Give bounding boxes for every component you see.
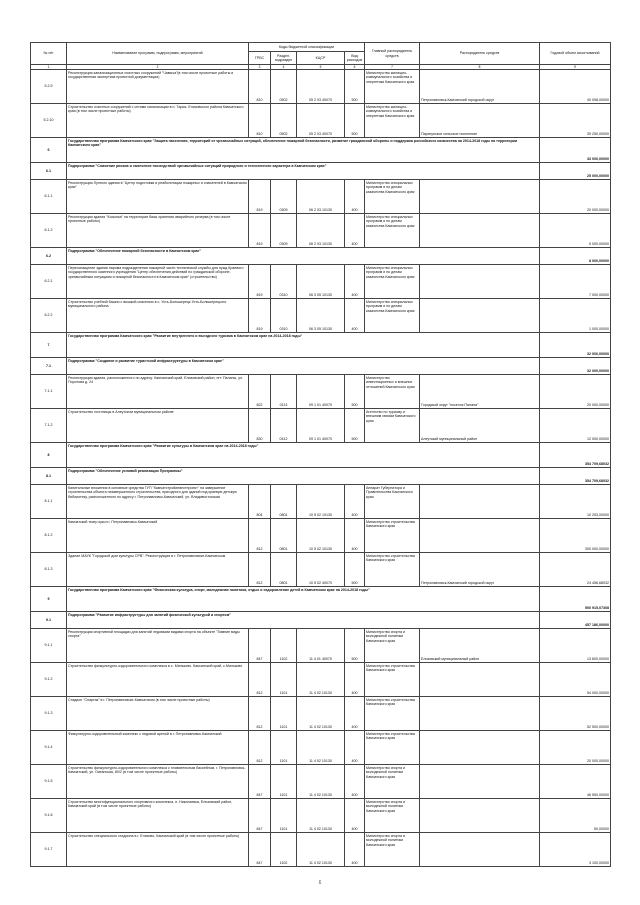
table-row — [31, 697, 611, 731]
row-name: Государственная программа Камчатского края "Развитие внутреннего и въездного туризма в Камчатском крае на 2014-2018 годы" — [67, 333, 540, 358]
cell-expense-type: 500 — [345, 70, 365, 104]
program-row — [31, 443, 611, 468]
cell-grbs: 812 — [249, 553, 271, 587]
row-name: Капитальные вложения в основные средства ГУП "Камчатстройинвестпроект" на завершение строительства объекта незавершенного строительства, пригодного для зданий под краевую детскую библиотеку, расположенного по адресу г. Петропавловск-Камчатский, ул. Владивостокская — [67, 485, 249, 519]
cell-recipient — [420, 697, 540, 731]
subprogram-row — [31, 468, 611, 485]
cell-amount: 32 000,00000 — [540, 358, 611, 375]
table-row — [31, 180, 611, 214]
program-row — [31, 333, 611, 358]
cell-section: 0113 — [271, 375, 297, 409]
cell-main-manager: Министерство специальных программ и по делам казачества Камчатского края — [365, 265, 420, 299]
cell-amount: 52 500,00000 — [540, 697, 611, 731]
cell-main-manager: Министерство специальных программ и по делам казачества Камчатского края — [365, 180, 420, 214]
table-body — [31, 70, 611, 867]
cell-amount: 25 000,00000 — [540, 163, 611, 180]
row-name: Строительство гостиницы в Алеутском муниципальном районе — [67, 409, 249, 443]
row-name: Строительство физкультурно-оздоровительного комплекса с плавательным бассейном, г. Петропавловск-Камчатский, ул. Океанская, 80/2 (в том числе проектные работы) — [67, 765, 249, 799]
cell-section: 0801 — [271, 485, 297, 519]
row-number: 9.1.3 — [31, 697, 67, 731]
row-number: 7.1.1 — [31, 375, 67, 409]
cell-grbs: 804 — [249, 485, 271, 519]
cell-expense-type: 400 — [345, 731, 365, 765]
header-rzpr: Раздел, подраздел — [271, 52, 297, 65]
cell-kcsr: 06 3 05 10130 — [297, 299, 345, 333]
row-name: Строительство физкультурно-оздоровительного комплекса в с. Мильково. Камчатский край, с.Мильково — [67, 663, 249, 697]
cell-main-manager: Министерство специальных программ и по делам казачества Камчатского края — [365, 299, 420, 333]
cell-amount: 20 000,00000 — [540, 180, 611, 214]
table-row — [31, 629, 611, 663]
row-name: Стадион "Спартак" в г. Петропавловске-Камчатском (в том числе проектные работы) — [67, 697, 249, 731]
cell-amount: 13 600,00000 — [540, 629, 611, 663]
table-row — [31, 299, 611, 333]
cell-kcsr: 11 4 02 10130 — [297, 799, 345, 833]
cell-kcsr: 10 5 02 10130 — [297, 485, 345, 519]
cell-expense-type: 500 — [345, 104, 365, 138]
cell-grbs: 847 — [249, 629, 271, 663]
cell-kcsr: 11 4 02 10130 — [297, 697, 345, 731]
cell-main-manager: Министерство спорта и молодежной политики Камчатского края — [365, 799, 420, 833]
row-name: Реконструкция Лунного здания в "Центр подготовки и реабилитации пожарных и спасателей в Камчатском крае" — [67, 180, 249, 214]
cell-main-manager: Министерство строительства Камчатского края — [365, 731, 420, 765]
cell-expense-type: 400 — [345, 519, 365, 553]
cell-grbs: 812 — [249, 731, 271, 765]
cell-section: 0309 — [271, 214, 297, 248]
row-name: Подпрограмма "Обеспечение условий реализации Программы" — [67, 468, 540, 485]
column-index: 8 — [420, 65, 540, 70]
cell-main-manager: Министерство спорта и молодежной политики Камчатского края — [365, 765, 420, 799]
cell-section: 0412 — [271, 409, 297, 443]
row-number: 8 — [31, 443, 67, 468]
column-index: 5 — [297, 65, 345, 70]
cell-amount: 20 000,00000 — [540, 375, 611, 409]
table-row — [31, 214, 611, 248]
cell-grbs: 812 — [249, 519, 271, 553]
row-name: Реконструкция канализационных очистных сооружений "Чавыча"(в том числе проектные работы и государственная экспертиза проектной документации) — [67, 70, 249, 104]
header-main-manager: Главный распорядитель средств — [365, 43, 420, 65]
row-number: 9.1.7 — [31, 833, 67, 867]
column-index: 3 — [249, 65, 271, 70]
row-name: Подпрограмма "Обеспечение пожарной безопасности в Камчатском крае" — [67, 248, 540, 265]
row-name: Государственная программа Камчатского края "Физическая культура, спорт, молодежная политика, отдых и оздоровление детей в Камчатском крае на 2014-2018 годы" — [67, 587, 540, 612]
table-row — [31, 485, 611, 519]
cell-amount: 457 186,00000 — [540, 612, 611, 629]
row-name: Строительство очистных сооружений с сетями канализации в п. Тарья, Елизовского района Камчатского края (в том числе проектные работы) — [67, 104, 249, 138]
cell-grbs: 819 — [249, 214, 271, 248]
cell-expense-type: 500 — [345, 375, 365, 409]
table-row — [31, 799, 611, 833]
cell-recipient — [420, 214, 540, 248]
cell-expense-type: 400 — [345, 765, 365, 799]
cell-section: 0502 — [271, 104, 297, 138]
cell-grbs: 847 — [249, 765, 271, 799]
cell-recipient — [420, 299, 540, 333]
cell-section: 0310 — [271, 299, 297, 333]
row-number: 9.1.5 — [31, 765, 67, 799]
table-row — [31, 833, 611, 867]
table-row — [31, 70, 611, 104]
subprogram-row — [31, 248, 611, 265]
cell-recipient — [420, 833, 540, 867]
column-index: 6 — [345, 65, 365, 70]
row-number: 7 — [31, 333, 67, 358]
row-number: 9.1.6 — [31, 799, 67, 833]
cell-kcsr: 10 5 02 10130 — [297, 519, 345, 553]
cell-main-manager: Министерство строительства Камчатского края — [365, 519, 420, 553]
cell-expense-type: 400 — [345, 799, 365, 833]
cell-section: 0309 — [271, 180, 297, 214]
cell-grbs: 847 — [249, 799, 271, 833]
row-name: Строительство учебной башни с вышкой-спасенью в с. Усть-Большерецк Усть-Большерецкого муниципального района — [67, 299, 249, 333]
row-number: 8.1 — [31, 468, 67, 485]
cell-amount: 354 709,68032 — [540, 468, 611, 485]
cell-recipient: Паратунское сельское поселение — [420, 104, 540, 138]
row-number: 9.1 — [31, 612, 67, 629]
table-header — [31, 43, 611, 70]
cell-amount: 10 253,00000 — [540, 485, 611, 519]
cell-recipient — [420, 180, 540, 214]
cell-amount: 24 456,68032 — [540, 553, 611, 587]
table-row — [31, 553, 611, 587]
cell-grbs: 830 — [249, 409, 271, 443]
row-name: Подпрограмма "Снижение рисков и смягчение последствий чрезвычайных ситуаций природного и техногенного характера в Камчатском крае" — [67, 163, 540, 180]
cell-main-manager: Министерство инвестиционных и внешних отношений Камчатского края — [365, 375, 420, 409]
table-row — [31, 663, 611, 697]
row-number: 7.1 — [31, 358, 67, 375]
row-number: 8.1.2 — [31, 519, 67, 553]
row-name: Реконструкция здания, расположенного по адресу: Камчатский край, Елизовский район, пгт. Паланы, ул. Поротова д. 24 — [67, 375, 249, 409]
cell-section: 1101 — [271, 731, 297, 765]
header-name: Наименование программ, подпрограмм, мероприятий — [67, 43, 249, 65]
page-number: 6 — [318, 880, 322, 886]
table-row — [31, 265, 611, 299]
cell-kcsr: 06 3 05 10130 — [297, 265, 345, 299]
row-number: 6 — [31, 138, 67, 163]
header-recipient: Распорядитель средств — [420, 43, 540, 65]
cell-expense-type: 400 — [345, 833, 365, 867]
cell-amount: 50,00000 — [540, 799, 611, 833]
cell-section: 0310 — [271, 265, 297, 299]
cell-grbs: 812 — [249, 697, 271, 731]
cell-recipient — [420, 799, 540, 833]
header-codes-group: Коды бюджетной классификации — [249, 43, 365, 52]
cell-expense-type: 400 — [345, 299, 365, 333]
column-index: 7 — [365, 65, 420, 70]
subprogram-row — [31, 358, 611, 375]
cell-grbs: 822 — [249, 375, 271, 409]
cell-recipient: Елизовский муниципальный район — [420, 629, 540, 663]
row-number: 9.1.4 — [31, 731, 67, 765]
cell-kcsr: 05 2 03 40070 — [297, 70, 345, 104]
cell-expense-type: 400 — [345, 214, 365, 248]
cell-main-manager: Министерство жилищно-коммунального хозяйства и энергетики Камчатского края — [365, 70, 420, 104]
cell-section: 0801 — [271, 519, 297, 553]
budget-document — [30, 42, 610, 867]
row-name: Реконструкция здания "Косынка" на территории базы хранения аварийного резерва (в том числе проектные работы) — [67, 214, 249, 248]
row-number: 9.1.2 — [31, 663, 67, 697]
row-name: Переоснащение здания парома подразделения пожарной части технической службы для нужд Краевого государственного казенного учреждения "Центр обеспечения действий по гражданской обороне, чрезвычайным ситуациям и пожарной безопасности в Камчатском крае" (строительство) — [67, 265, 249, 299]
cell-grbs: 847 — [249, 833, 271, 867]
cell-main-manager: Министерство строительства Камчатского края — [365, 553, 420, 587]
cell-main-manager: Агентство по туризму и внешним связям Камчатского края — [365, 409, 420, 443]
subprogram-row — [31, 612, 611, 629]
cell-section: 1101 — [271, 697, 297, 731]
row-number: 6.1.2 — [31, 214, 67, 248]
cell-recipient: Петропавловск-Камчатский городской округ — [420, 553, 540, 587]
cell-recipient — [420, 731, 540, 765]
cell-expense-type: 400 — [345, 265, 365, 299]
cell-amount: 46 550,00000 — [540, 765, 611, 799]
cell-expense-type: 500 — [345, 629, 365, 663]
row-number: 6.2 — [31, 248, 67, 265]
budget-table — [30, 42, 611, 867]
row-number: 6.2.2 — [31, 299, 67, 333]
cell-section: 1101 — [271, 765, 297, 799]
cell-kcsr: 11 4 01 40070 — [297, 629, 345, 663]
table-row — [31, 104, 611, 138]
cell-kcsr: 09 1 01 40070 — [297, 375, 345, 409]
cell-amount: 39 250,00000 — [540, 104, 611, 138]
row-number: 5.2.9 — [31, 70, 67, 104]
cell-expense-type: 400 — [345, 697, 365, 731]
row-name: Государственная программа Камчатского края "Защита населения, территорий от чрезвычайных ситуаций, обеспечение пожарной безопасности, развитие гражданской обороны и поддержка российского казачества на 2014-2018 годы на территории Камчатского края" — [67, 138, 540, 163]
header-amount: Годовой объем ассигнований — [540, 43, 611, 65]
program-row — [31, 138, 611, 163]
cell-recipient — [420, 265, 540, 299]
cell-grbs: 810 — [249, 70, 271, 104]
table-row — [31, 409, 611, 443]
cell-main-manager: Министерство спорта и молодежной политики Камчатского края — [365, 833, 420, 867]
row-name: Строительство специального стадиона в г. Елизово, Камчатский край (в том числе проектные работы) — [67, 833, 249, 867]
table-row — [31, 375, 611, 409]
cell-grbs: 819 — [249, 180, 271, 214]
cell-kcsr: 11 4 02 10130 — [297, 833, 345, 867]
subprogram-row — [31, 163, 611, 180]
row-number: 5.2.10 — [31, 104, 67, 138]
row-name: Подпрограмма "Создание и развитие туристской инфраструктуры в Камчатском крае" — [67, 358, 540, 375]
cell-main-manager: Министерство специальных программ и по делам казачества Камчатского края — [365, 214, 420, 248]
cell-kcsr: 11 4 02 10130 — [297, 765, 345, 799]
cell-amount: 32 000,00000 — [540, 333, 611, 358]
row-number: 9 — [31, 587, 67, 612]
cell-amount: 8 000,00000 — [540, 248, 611, 265]
header-grbs: ГРБС — [249, 52, 271, 65]
cell-grbs: 819 — [249, 299, 271, 333]
cell-kcsr: 11 4 02 10130 — [297, 663, 345, 697]
cell-main-manager: Министерство жилищно-коммунального хозяйства и энергетики Камчатского края — [365, 104, 420, 138]
row-number: 8.1.1 — [31, 485, 67, 519]
table-row — [31, 519, 611, 553]
cell-section: 1101 — [271, 663, 297, 697]
cell-expense-type: 400 — [345, 485, 365, 519]
header-num: № п/п — [31, 43, 67, 65]
cell-recipient: Петропавловск-Камчатский городской округ — [420, 70, 540, 104]
cell-expense-type: 400 — [345, 180, 365, 214]
row-number: 6.1.1 — [31, 180, 67, 214]
cell-expense-type: 500 — [345, 553, 365, 587]
cell-recipient — [420, 765, 540, 799]
column-index: 2 — [67, 65, 249, 70]
row-name: Подпрограмма "Развитие инфраструктуры для занятий физической культурой и спортом" — [67, 612, 540, 629]
cell-grbs: 812 — [249, 663, 271, 697]
row-name: Реконструкция спортивной площадки для занятий ледовыми видами спорта на объекте "Зимние виды спорта" — [67, 629, 249, 663]
cell-amount: 12 000,00000 — [540, 409, 611, 443]
cell-section: 0801 — [271, 553, 297, 587]
cell-expense-type: 500 — [345, 409, 365, 443]
cell-kcsr: 09 1 01 40070 — [297, 409, 345, 443]
cell-recipient: Городской округ "поселок Палана" — [420, 375, 540, 409]
cell-kcsr: 10 5 02 40070 — [297, 553, 345, 587]
program-row — [31, 587, 611, 612]
cell-grbs: 810 — [249, 104, 271, 138]
cell-recipient — [420, 519, 540, 553]
cell-recipient — [420, 485, 540, 519]
cell-section: 1102 — [271, 629, 297, 663]
cell-expense-type: 400 — [345, 663, 365, 697]
cell-kcsr: 11 4 02 10130 — [297, 731, 345, 765]
cell-recipient: Алеутский муниципальный район — [420, 409, 540, 443]
header-vr: Вид расходов — [345, 52, 365, 65]
cell-amount: 54 000,00000 — [540, 663, 611, 697]
cell-kcsr: 06 2 03 10130 — [297, 214, 345, 248]
cell-main-manager: Министерство спорта и молодежной политики Камчатского края — [365, 629, 420, 663]
cell-amount: 1 000,00000 — [540, 299, 611, 333]
cell-amount: 5 000,00000 — [540, 214, 611, 248]
cell-main-manager: Министерство строительства Камчатского края — [365, 697, 420, 731]
cell-amount: 7 000,00000 — [540, 265, 611, 299]
header-kcsr: КЦСР — [297, 52, 345, 65]
row-number: 7.1.2 — [31, 409, 67, 443]
cell-kcsr: 05 2 03 40070 — [297, 104, 345, 138]
table-row — [31, 765, 611, 799]
cell-kcsr: 06 2 03 10130 — [297, 180, 345, 214]
cell-amount: 3 100,00000 — [540, 833, 611, 867]
cell-amount: 20 000,00000 — [540, 731, 611, 765]
cell-main-manager: Министерство строительства Камчатского края — [365, 663, 420, 697]
cell-amount: 500 915,07308 — [540, 587, 611, 612]
cell-section: 1101 — [271, 799, 297, 833]
row-number: 6.1 — [31, 163, 67, 180]
column-index: 9 — [540, 65, 611, 70]
cell-amount: 354 709,68032 — [540, 443, 611, 468]
cell-amount: 33 000,00000 — [540, 138, 611, 163]
row-name: Физкультурно-оздоровительный комплекс с ледовой ареной в г. Петропавловск-Камчатский — [67, 731, 249, 765]
cell-recipient — [420, 663, 540, 697]
cell-grbs: 819 — [249, 265, 271, 299]
cell-section: 1102 — [271, 833, 297, 867]
cell-amount: 40 098,00000 — [540, 70, 611, 104]
row-number: 8.1.3 — [31, 553, 67, 587]
cell-section: 0502 — [271, 70, 297, 104]
column-index: 1 — [31, 65, 67, 70]
cell-main-manager: Аппарат Губернатора и Правительства Камчатского края — [365, 485, 420, 519]
table-row — [31, 731, 611, 765]
cell-amount: 300 000,00000 — [540, 519, 611, 553]
row-name: Здание МАУК "Городской дом культуры СРВ". Реконструкция в г. Петропавловске-Камчатском — [67, 553, 249, 587]
row-name: Государственная программа Камчатского края "Развитие культуры в Камчатском крае на 2014-2018 годы" — [67, 443, 540, 468]
row-name: Камчатский театр кукол г. Петропавловск-Камчатский — [67, 519, 249, 553]
column-index: 4 — [271, 65, 297, 70]
row-number: 9.1.1 — [31, 629, 67, 663]
row-number: 6.2.1 — [31, 265, 67, 299]
row-name: Строительство многофункционального спортивного комплекса, п. Николаевка, Елизовский район, Камчатский край (в том числе проектные работы) — [67, 799, 249, 833]
